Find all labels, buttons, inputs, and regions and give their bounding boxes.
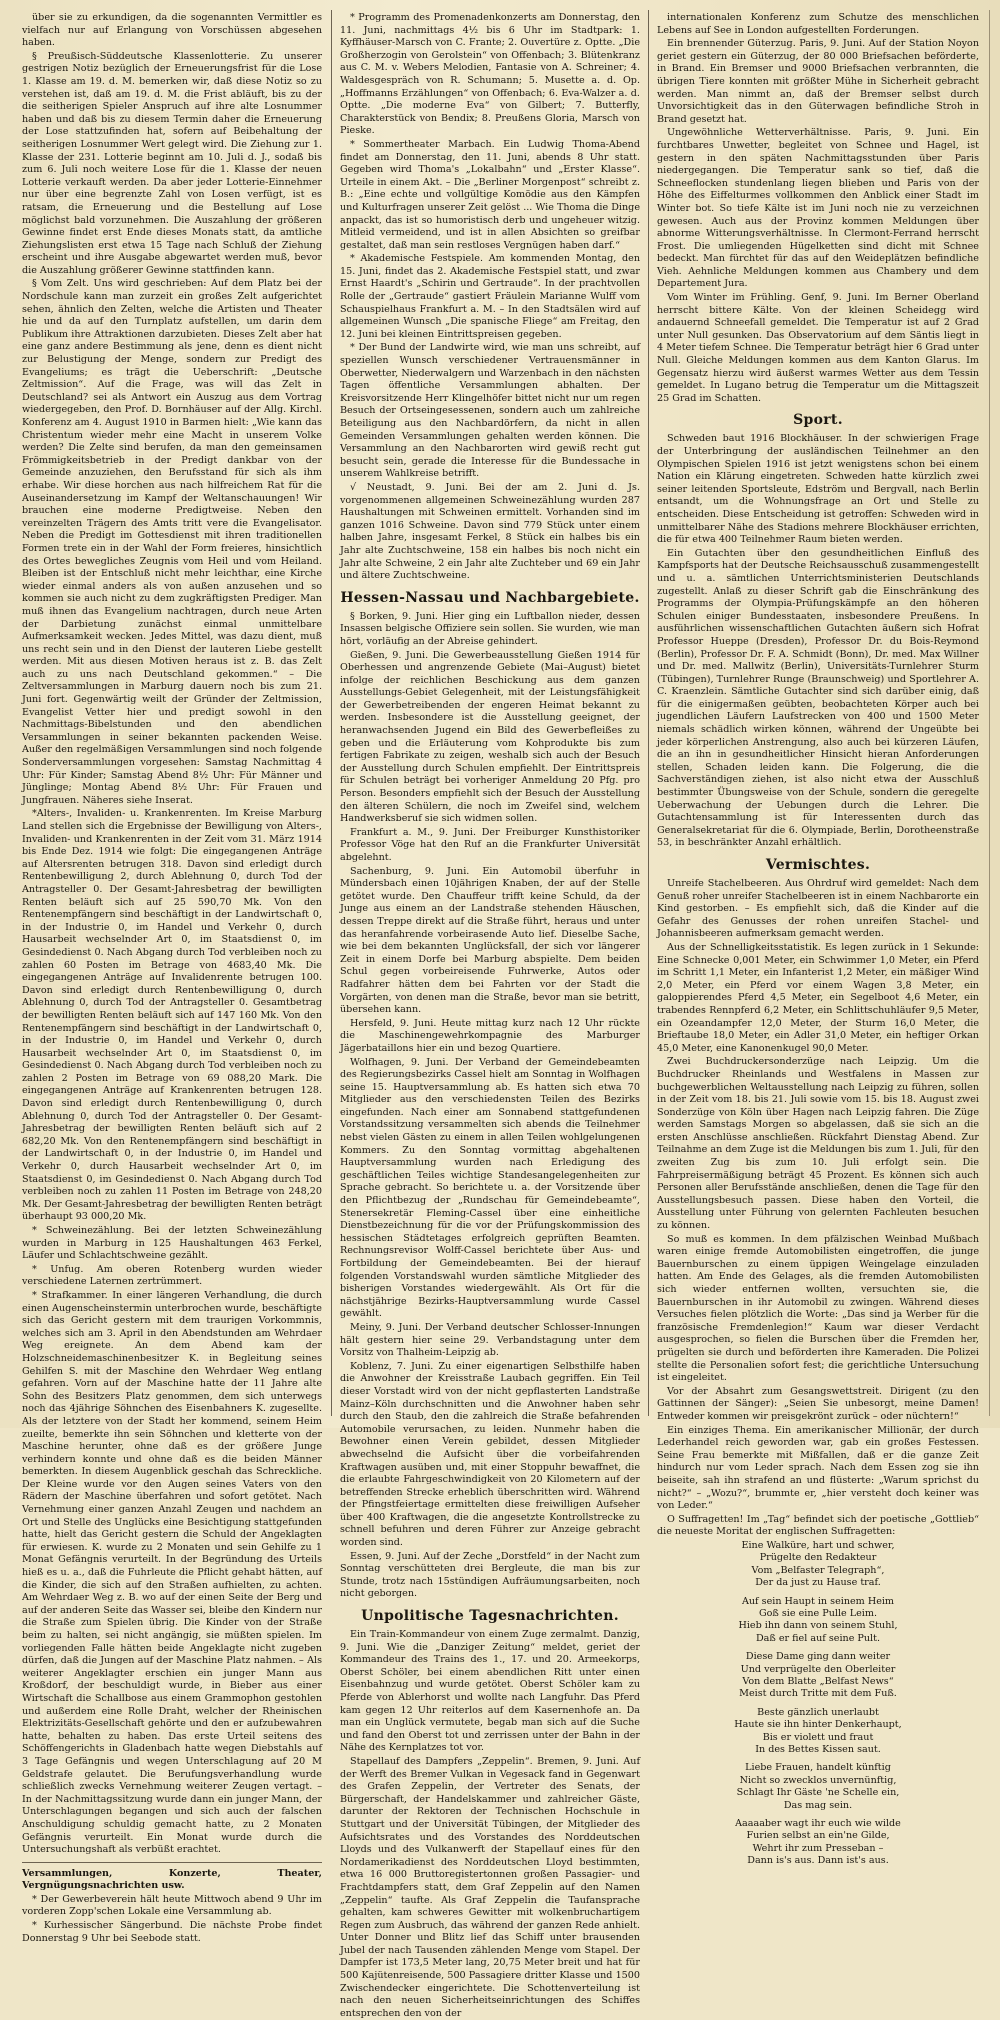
- poem-line: Schlagt Ihr Gäste 'ne Schelle ein,: [736, 1787, 900, 1799]
- article-unfug: * Unfug. Am oberen Rotenberg wurden wieder verschiedene Laternen zertrümmert.: [22, 1263, 322, 1288]
- section-heading-sport: Sport.: [793, 412, 843, 429]
- article-blockhaeuser: Schweden baut 1916 Blockhäuser. In der schwierigen Frage der Unterbringung der ausländischen Teilnehmer an den Olympischen Spielen 1916 ist jetzt wenigstens schon bei einem Nation ein Klärung eingetreten. Schweden hatte kürzlich zwei seiner leitenden Sportsleute, Edström und Bergvall, nach Berlin entsandt, um die Wohnungsfrage an Ort und Stelle zu entscheiden. Diese Entscheidung ist getroffen: Schweden wird in unmittelbarer Nähe des Stadions mehrere Blockhäuser errichten, die für etwa 400 Teilnehmer Raum bieten werden.: [657, 433, 979, 546]
- article-schnelligkeit: Aus der Schnelligkeitsstatistik. Es legen zurück in 1 Sekunde: Eine Schnecke 0,001 Meter, ein Schwimmer 1,0 Meter, ein Pferd im Schritt 1,1 Meter, ein Infanterist 1,2 Meter, ein mäßiger Wind 2,0 Meter, ein Pferd vor einem Wagen 3,8 Meter, ein galoppierendes Pferd 4,5 Meter, ein Segelboot 4,6 Meter, ein trabendes Rennpferd 6,2 Meter, ein Schlittschuhläufer 9,5 Meter, ein Ozeandampfer 12,0 Meter, der Sturm 16,0 Meter, die Brieftaube 18,0 Meter, ein Adler 31,0 Meter, ein heftiger Orkan 45,0 Meter, eine Kanonenkugel 90,0 Meter.: [657, 941, 979, 1054]
- article-koblenz: Koblenz, 7. Juni. Zu einer eigenartigen Selbsthilfe haben die Anwohner der Kreisstraße Laubach gegriffen. Ein Teil dieser Vorstadt wird von der nicht gepflasterten Landstraße Mainz–Köln durchschnitten und die Anwohner haben sehr durch den Staub, den die zahlreich die Straße befahrenden Automobile verursachen, zu leiden. Nunmehr haben die Bewohner einen Verein gebildet, dessen Mitglieder abwechselnd die Aufsicht über die vorbeifahrenden Kraftwagen ausüben und, mit einer Stoppuhr bewaffnet, die die erlaubte Fahrgeschwindigkeit von 20 Kilometern auf der betreffenden Strecke erheblich überschritten wird. Während der Pfingstfeiertage ermittelten diese freiwilligen Aufseher über 400 Kraftwagen, die die angesetzte Kontrollstrecke zu schnell befuhren und deren Führer zur Anzeige gebracht worden sind.: [340, 1360, 640, 1549]
- article-sachenburg: Sachenburg, 9. Juni. Ein Automobil überfuhr in Mündersbach einen 10jährigen Knaben, der auf der Stelle getötet wurde. Den Chauffeur trifft keine Schuld, da der Junge aus einem an der Landstraße stehenden Häuschen, dessen Treppe direkt auf die Straße führt, heraus und unter das heranfahrende vorbeirasende Auto lief. Dieselbe Sache, wie bei dem bekannten Unglücksfall, der sich vor längerer Zeit in einem Dorfe bei Marburg abspielte. Dem beiden Schul gegen vorbeireisende Fuhrwerke, Autos oder Radfahrer hätten dem bei Fahrten vor der Stadt die Vorgärten, von denen man die Straße, bevor man sie betritt, übersehen kann.: [340, 865, 640, 1016]
- article-muss-kommen: So muß es kommen. In dem pfälzischen Weinbad Mußbach waren einige fremde Automobilisten eingetroffen, die junge Bauernburschen zu einem üppigen Weingelage einzuladen hatten. Am Ende des Gelages, als die fremden Automobilisten sich wieder entfernen wollten, versuchten sie, die Bauernburschen in ihr Automobil zu zwingen. Während dieses Versuches fielen plötzlich die Worte: „Das sind ja Werber für die französische Fremdenlegion!“ Kaum war dieser Verdacht ausgesprochen, so fielen die Burschen über die Fremden her, prügelten sie durch und beförderten ihre Kameraden. Die Polizei stellte die Personalien sofort fest; die gerichtliche Untersuchung ist eingeleitet.: [657, 1233, 979, 1384]
- poem-line: Meist durch Tritte mit dem Fuß.: [739, 1688, 897, 1700]
- article-neustadt: √ Neustadt, 9. Juni. Bei der am 2. Juni d. Js. vorgenommenen allgemeinen Schweinezählung wurden 287 Haushaltungen mit Schweinen ermittelt. Vorhanden sind im ganzen 1016 Schweine. Davon sind 779 Stück unter einem halben Jahre, insgesamt Ferkel, 8 Stück ein halbes bis ein Jahr alte Zuchtschweine, 158 ein halbes bis noch nicht ein Jahr alte Schweine, 2 ein Jahr alte Zuchteber und 69 ein Jahr und ältere Zuchtschweine.: [340, 481, 640, 582]
- section-heading-hessen-nassau: Hessen-Nassau und Nachbargebiete.: [340, 589, 640, 606]
- section-heading-versammlungen: Versammlungen, Konzerte, Theater, Vergnügungsnachrichten usw.: [22, 1867, 322, 1892]
- article-frankfurt: Frankfurt a. M., 9. Juni. Der Freiburger Kunsthistoriker Professor Vöge hat den Ruf an die Frankfurter Universität abgelehnt.: [340, 826, 640, 863]
- separator: [22, 1862, 322, 1863]
- article-gutachten: Ein Gutachten über den gesundheitlichen Einfluß des Kampfsports hat der Deutsche Reichsausschuß zusammengestellt und u. a. sämtlichen Unterrichtsministerien Deutschlands zugestellt. Anlaß zu dieser Schrift gab die Einschränkung des Programms der Olympia-Prüfungskämpfe an den höheren Schulen einiger Bundesstaaten, insbesondere Preußens. In ausführlichen wissenschaftlichen Gutachten äußern sich Hofrat Professor Hueppe (Dresden), Professor Dr. du Bois-Reymond (Berlin), Professor Dr. F. A. Schmidt (Bonn), Dr. med. Max Willner und Dr. med. Mallwitz (Berlin), Universitäts-Turnlehrer Sturm (Tübingen), Turnlehrer Runge (Braunschweig) und Sportlehrer A. C. Kraenzlein. Sämtliche Gutachter sind sich darüber einig, daß für die einigermaßen geübten, beobachteten Körper auch bei jugendlichen Läufern Laufstrecken von 400 und 1500 Meter niemals schädlich wirken können, während der Ungeübte bei jeder körperlichen Anstrengung, also auch bei kürzeren Läufen, die an ihn in gesundheitlicher Hinsicht hieran Anforderungen stellen, Schaden leiden kann. Die Folgerung, die die Sachverständigen ziehen, ist also nicht etwa der Ausschluß bestimmter Übungsweise von der Schule, sondern die geregelte Ueberwachung der Uebungen durch die Lehrer. Die Gutachtensammlung ist für Interessenten durch das Generalsekretariat für die 6. Olympiade, Berlin, Dorotheenstraße 53, in beschränkter Anzahl erhältlich.: [657, 547, 979, 849]
- article-gueterzug: Ein brennender Güterzug. Paris, 9. Juni. Auf der Station Noyon geriet gestern ein Güterzug, der 80 000 Briefsachen beförderte, in Brand. Ein Bremser und 9000 Briefsachen verbrannten, die übrigen Tiere konnten mit größter Mühe in Sicherheit gebracht werden. Man nimmt an, daß der Bremser selbst durch Unvorsichtigkeit das in den Güterwagen befindliche Stroh in Brand gesetzt hat.: [657, 38, 979, 125]
- poem-line: Beste gänzlich unerlaubt: [757, 1706, 879, 1718]
- column-right: [657, 12, 979, 1867]
- article-stapellauf: Stapellauf des Dampfers „Zeppelin“. Bremen, 9. Juni. Auf der Werft des Bremer Vulkan in Vegesack fand in Gegenwart des Grafen Zeppelin, der Vertreter des Senats, der Bürgerschaft, der Handelskammer und zahlreicher Gäste, darunter der Rektoren der Technischen Hochschule in Stuttgart und der Universität Tübingen, der Mitglieder des Aufsichtsrates und des Vorstandes des Norddeutschen Lloyds und des Vulkanwerft der Stapellauf eines für den Nordamerikadienst des Norddeutschen Lloyd bestimmten, etwa 16 000 Bruttoregistertonnen großen Passagier- und Frachtdampfers statt, dem Graf Zeppelin auf den Namen „Zeppelin“ taufte. Als Graf Zeppelin die Taufansprache gehalten, kam schweres Gewitter mit wolkenbruchartigem Regen zum Ausbruch, das während der ganzen Rede anhielt. Unter Donner und Blitz lief das Schiff unter brausenden Jubel der nach Tausenden zählenden Menge vom Stapel. Der Dampfer ist 173,5 Meter lang, 20,75 Meter breit und hat für 500 Kajütenreisende, 500 Passagiere dritter Klasse und 1500 Zwischendecker eingerichtete. Die Schottenverteilung ist nach den neuen Sicherheitseinrichtungen des Schiffes entsprechen den von der: [340, 1755, 640, 2019]
- poem-line: Liebe Frauen, handelt künftig: [745, 1762, 891, 1774]
- article-giessen: Gießen, 9. Juni. Die Gewerbeausstellung Gießen 1914 für Oberhessen und angrenzende Gebiete (Mai–August) bietet infolge der reichlichen Beschickung aus dem ganzen Ausstellungs-Gebiet Gelegenheit, mit der Leistungsfähigkeit der Gewerbetreibenden der engeren Heimat bekannt zu werden. Insbesondere ist die Ausstellung geeignet, der heranwachsenden Jugend ein Bild des Gewerbefleißes zu geben und die Erläuterung vom Kohprodukte bis zum fertigen Fabrikate zu zeigen, weshalb sich auch der Besuch der Ausstellung durch Schulen empfiehlt. Der Eintrittspreis für Schulen beträgt bei vorheriger Anmeldung 20 Pfg. pro Person. Besonders empfiehlt sich der Besuch der Ausstellung den älteren Schülern, die noch im Zweifel sind, welchem Handwerksberuf sie sich widmen sollen.: [340, 649, 640, 825]
- article-winter-fruehling: Vom Winter im Frühling. Genf, 9. Juni. Im Berner Oberland herrscht bittere Kälte. Von der kleinen Scheidegg wird andauernd Schneefall gemeldet. Die Temperatur ist auf 2 Grad unter Null gesunken. Das Observatorium auf dem Säntis liegt in 4 Meter tiefem Schnee. Die Temperatur beträgt hier 6 Grad unter Null. Gleiche Meldungen kommen aus dem Kanton Glarus. Im Gegensatz hierzu wird äußerst warmes Wetter aus dem Tessin gemeldet. In Lugano betrug die Temperatur um die Mittagszeit 25 Grad im Schatten.: [657, 292, 979, 404]
- article-lottery: § Preußisch-Süddeutsche Klassenlotterie. Zu unserer gestrigen Notiz bezüglich der Erneuerungsfrist für die Lose 1. Klasse am 19. d. M. bemerken wir, daß diese Notiz so zu verstehen ist, daß am 19. d. M. die Frist abläuft, bis zu der die seitherigen Spieler Anspruch auf ihre alte Losnummer haben und daß bis zu diesem Termin daher die Erneuerung der Lose stattzufinden hat, sofern auf Beibehaltung der seitherigen Losnummer Wert gelegt wird. Die Ziehung zur 1. Klasse der 231. Lotterie beginnt am 10. Juli d. J., sodaß bis zum 6. Juli noch weitere Lose für die 1. Klasse der neuen Lotterie verkauft werden. Da aber jeder Lotterie-Einnehmer nur über eine begrenzte Zahl von Losen verfügt, ist es ratsam, die Erneuerung und die Bestellung auf Lose möglichst bald vorzunehmen. Die Auszahlung der größeren Gewinne findet erst Ende dieses Monats statt, da amtliche Ziehungslisten erst etwa 15 Tage nach Schluß der Ziehung erscheint und ihre Ausgabe abgewartet werden muß, bevor die Auszahlung größerer Gewinne stattfinden kann.: [22, 50, 322, 276]
- article-borken: § Borken, 9. Juni. Hier ging ein Luftballon nieder, dessen Insassen belgische Offiziere sein sollen. Sie wurden, wie man hört, vorläufig an der Abreise gehindert.: [340, 610, 640, 647]
- column-divider: [331, 10, 332, 1416]
- poem: [657, 1540, 979, 1868]
- article-stachelbeeren: Unreife Stachelbeeren. Aus Ohrdruf wird gemeldet: Nach dem Genuß roher unreifer Stachelbeeren ist in einem Nachbarorte ein Kind gestorben. – Es empfiehlt sich, daß die Kinder auf die Gefahr des Genusses der rohen unreifen Stachel- und Johannisbeeren aufmerksam gemacht werden.: [657, 878, 979, 940]
- article-wolfhagen: Wolfhagen, 9. Juni. Der Verband der Gemeindebeamten des Regierungsbezirks Cassel hielt am Sonntag in Wolfhagen seine 15. Hauptversammlung ab. Es hatten sich etwa 70 Mitglieder aus den verschiedensten Teilen des Bezirks eingefunden. Nach einer am Sonnabend stattgefundenen Vorstandssitzung versammelten sich abends die Teilnehmer nebst vielen Gästen zu einem in allen Teilen wohlgelungenen Kommers. Zu den Sonntag vormittag abgehaltenen Hauptversammlung wurden nach Erledigung des geschäftlichen Teiles wichtige Standesangelegenheiten zur Sprache gebracht. So berichtete u. a. der Vorsitzende über den Pflichtbezug der „Rundschau für Gemeindebeamte“, Stenersekretär Fleming-Cassel über eine einheitliche Dienstbezeichnung für die vor der Prüfungskommission des hessischen Städtetages erfolgreich geprüften Beamten. Rechnungsrevisor Wolff-Cassel berichtete über Aus- und Fortbildung der Gemeindebeamten. Bei der hierauf folgenden Vorstandswahl wurden sämtliche Mitglieder des bisherigen Vorstandes wiedergewählt. Als Ort für die nächstjährige Bezirks-Hauptversammlung wurde Cassel gewählt.: [340, 1056, 640, 1320]
- article-buchdrucker: Zwei Buchdruckersonderzüge nach Leipzig. Um die Buchdrucker Rheinlands und Westfalens in Massen zur buchgewerblichen Weltausstellung nach Leipzig zu führen, sollen in der Zeit vom 18. bis 21. Juli sowie vom 15. bis 18. August zwei Sonderzüge von Köln über Hagen nach Leipzig fahren. Die Züge werden Samstags Morgen so abgelassen, daß sie sich an die ersten Anschlüsse anschließen. Rückfahrt Dienstag Abend. Zur Teilnahme an dem Zuge ist die Meldungen bis zum 1. Juli, für den zweiten Zug bis zum 10. Juli erfolgt sein. Die Fahrpreisermäßigung beträgt 45 Prozent. Es können sich auch Personen aller Berufsstände anschließen, denen die Tage für den Ausstellungsbesuch passen. Diese haben den Vorteil, die Ausstellung unter Führung von gelernten Fachleuten besuchen zu können.: [657, 1056, 979, 1232]
- poem-line: Das mag sein.: [783, 1799, 853, 1811]
- article-festspiele: * Akademische Festspiele. Am kommenden Montag, den 15. Juni, findet das 2. Akademische Festspiel statt, und zwar Ernst Haardt's „Schirin und Gertraude“. In der prachtvollen Rolle der „Gertraude“ gastiert Fräulein Marianne Wulff vom Schauspielhaus Frankfurt a. M. – In den Stadtsälen wird auf allgemeinen Wunsch „Die spanische Fliege“ am Freitag, den 12. Juni bei kleinen Eintrittspreisen gegeben.: [340, 253, 640, 340]
- poem-line: Bis er violett und fraut: [762, 1731, 874, 1743]
- poem-line: Daß er fiel auf seine Pult.: [755, 1632, 881, 1644]
- poem-line: Eine Walküre, hart und schwer,: [741, 1539, 895, 1551]
- poem-line: Goß sie eine Pulle Leim.: [758, 1607, 878, 1619]
- article-hersfeld: Hersfeld, 9. Juni. Heute mittag kurz nach 12 Uhr rückte die Maschinengewehrkompagnie des Marburger Jägerbataillons hier ein und bezog Quartiere.: [340, 1017, 640, 1054]
- poem-line: Aaaaaber wagt ihr euch wie wilde: [735, 1818, 901, 1829]
- notice-gewerbeverein: * Der Gewerbeverein hält heute Mittwoch abend 9 Uhr im vorderen Zopp'schen Lokale eine Versammlung ab.: [22, 1893, 322, 1918]
- poem-line: Furien selbst an ein'ne Gilde,: [746, 1830, 890, 1842]
- poem-line: Und verprügelte den Oberleiter: [740, 1663, 896, 1675]
- article-wetter: Ungewöhnliche Wetterverhältnisse. Paris, 9. Juni. Ein furchtbares Unwetter, begleitet von Schnee und Hagel, ist gestern in den späten Nachmittagsstunden über Paris niedergegangen. Die Temperatur sank so tief, daß die Schneeflocken stundenlang liegen blieben und Paris von der Höhe des Eiffelturmes vollkommen den Anblick einer Stadt im Winter bot. So tiefe Kälte ist im Juni noch nie zu verzeichnen gewesen. Auch aus der Provinz kommen Meldungen über abnorme Witterungsverhältnisse. In Clermont-Ferrand herrscht Frost. Die umliegenden Hügelketten sind dicht mit Schnee bedeckt. Man fürchtet für das auf den Weideplätzen befindliche Vieh. Aehnliche Meldungen kommen aus Chambery und dem Departement Jura.: [657, 127, 979, 290]
- notice-saengerbund: * Kurhessischer Sängerbund. Die nächste Probe findet Donnerstag 9 Uhr bei Seebode statt.: [22, 1920, 322, 1944]
- section-heading-unpolitische: Unpolitische Tagesnachrichten.: [361, 1608, 619, 1625]
- poem-line: Vom „Belfaster Telegraph“,: [751, 1564, 885, 1576]
- poem-line: Auf sein Haupt in seinem Heim: [741, 1595, 895, 1607]
- column-middle: [340, 12, 640, 2019]
- section-heading-vermischtes: Vermischtes.: [765, 857, 871, 873]
- article-zeltmission: § Vom Zelt. Uns wird geschrieben: Auf dem Platz bei der Nordschule kann man zurzeit ein großes Zelt aufgerichtet sehen, ähnlich den Zelten, welche die Artisten und Theater hie und da auf den Turnplatz aufstellen, um darin dem Publikum ihre Attraktionen darzubieten. Dieses Zelt aber hat eine ganz andere Bestimmung als jene, denn es dient nicht zur Belustigung der Menge, sondern zur Predigt des Evangeliums; es trägt die Ueberschrift: „Deutsche Zeltmission“. Auf die Frage, was will das Zelt in Deutschland? sei als Antwort ein Auszug aus dem Vortrag wiedergegeben, den Prof. D. Bornhäuser auf der Allg. Kirchl. Konferenz am 4. August 1910 in Barmen hielt: „Wie kann das Christentum wieder mehr eine Macht in unserem Volke werden? Die Zelte sind berufen, da man den gemeinsamen Frömmigkeitsbetrieb in der Predigt dankbar von der Gemeinde anzuziehen, den Berufsstand für sich als ihm erhabe. Wir diese horchen aus nach hilfreichem Rat für die Auseinandersetzung im Kampf der Weltanschauungen! Wir brauchen eine moderne Predigtweise. Neben den vereinzelten Trägern des Amts tritt vere die Evangelisator. Neben die Predigt im Gottesdienst mit ihren traditionellen Formen trete ein in der Wahl der Form freieres, hinsichtlich des Ortes bewegliches Zeugnis vom Heil und vom Heiland. Bleiben ist der Entschluß nicht mehr leichthar, eine Kirche wieder einmal anders als von außen anzusehen und so kommen sie auch nicht zu dem zugkräftigsten Prediger. Man muß ihnen das Evangelium nachtragen, durch neue Arten der Darbietung zunächst einmal unmittelbare Aufmerksamkeit wecken. Jedes Mittel, was dazu dient, muß uns recht sein und in den Dienst der lauteren Liebe gestellt werden. Mit aus diesen Motiven heraus ist z. B. das Zelt auch zu uns nach Deutschland gekommen.“ – Die Zeltversammlungen in Marburg dauern noch bis zum 21. Juni fort. Gegenwärtig weilt der Gründer der Zeltmission, Evangelist Vetter hier und predigt sowohl in den Nachmittags-Bibelstunden und den abendlichen Versammlungen in seiner bekannten packenden Weise. Außer den regelmäßigen Versammlungen sind noch folgende Sonderversammlungen vorgesehen: Samstag Nachmittag 4 Uhr: Für Kinder; Samstag Abend 8½ Uhr: Für Männer und Jünglinge; Montag Abend 8½ Uhr: Für Frauen und Jungfrauen. Näheres siehe Inserat.: [22, 278, 322, 806]
- article-meiny: Meiny, 9. Juni. Der Verband deutscher Schlosser-Innungen hält gestern hier seine 29. Verbandstagung unter dem Vorsitz von Thalheim-Leipzig ab.: [340, 1321, 640, 1359]
- poem-line: Von dem Blatte „Belfast News“: [742, 1675, 894, 1687]
- article-strafkammer: * Strafkammer. In einer längeren Verhandlung, die durch einen Augenscheinstermin unterbrochen wurde, beschäftigte sich das Gericht gestern mit dem traurigen Vorkommnis, welches sich am 3. April in den Abendstunden am Wehrdaer Weg ereignete. An dem Abend kam der Holzschneidemaschinenbesitzer K. in Begleitung seines Gehilfen S. mit der Maschine den Wehrdaer Weg entlang gefahren. Vorn auf der Maschine hatte der 11 Jahre alte Sohn des Besitzers Platz genommen, dem sich unterwegs noch das 4jährige Söhnchen des Eisenbahners K. zugesellte. Als der letztere von der Stadt her kommend, seinem Heim zueilte, bemerkte ihn sein Söhnchen und kletterte von der Maschine herunter, ohne daß es der größere Junge verhindern konnte und ohne daß es die beiden Männer bemerkten. In diesem Augenblick geschah das Schreckliche. Der Kleine wurde vor den Augen seines Vaters von den Rädern der Maschine überfahren und sofort getötet. Nach Vernehmung einer ganzen Anzahl Zeugen und nachdem an Ort und Stelle des Unglücks eine Besichtigung stattgefunden hatte, hielt das Gericht gestern die Schuld der Angeklagten für erwiesen. K. wurde zu 2 Monaten und sein Gehilfe zu 1 Monat Gefängnis verurteilt. In der Begründung des Urteils hieß es u. a., daß die Fuhrleute die Pflicht gehabt hätten, auf die Kinder, die sich auf den Straßen aufhielten, zu achten. Am Wehrdaer Weg z. B. wo auf der einen Seite der Berg und auf der anderen Seite das Wasser sei, bleibe den Kindern nur die Straße zum Spielen übrig. Die Kinder von der Straße beim zu halten, sei nicht angängig, sie müßten spielen. Im vorliegenden Falle hätten beide Angeklagte nicht zugeben dürfen, daß die Jungen auf der Maschine Platz nahmen. – Als weiterer Angeklagter erschien ein junger Mann aus Kroßdorf, der beschuldigt wurde, in Bieber aus einer Wirtschaft die Schallbose aus einem Grammophon gestohlen und außerdem eine Rolle Draht, welcher der Rheinischen Elektrizitäts-Gesellschaft gehörte und den er aufzubewahren hatte, behalten zu haben. Das erste Urteil seitens des Schöffengerichts in Gladenbach hatte wegen Diebstahls auf 3 Tage Gefängnis und wegen Unterschlagung auf 20 M Geldstrafe gelautet. Die Berufungsverhandlung wurde schließlich zwecks Vernehmung weiterer Zeugen vertagt. – In der Nachmittagssitzung wurde dann ein junger Mann, der Unterschlagungen begangen und sich auch der falschen Anschuldigung schuldig gemacht hatte, zu 2 Monaten Gefängnis verurteilt. Ein Monat wurde durch die Untersuchungshaft als verbüßt erachtet.: [22, 1289, 322, 1856]
- article-einziges-thema: Ein einziges Thema. Ein amerikanischer Millionär, der durch Lederhandel reich geworden war, gab ein großes Festessen. Seine Frau bemerkte mit Mißfallen, daß er die ganze Zeit hindurch nur vom Leder sprach. Nach dem Essen zog sie ihn beiseite, sah ihn strafend an und flüsterte: „Warum sprichst du nicht?“ – „Wozu?“, brummte er, „hier versteht doch keiner was von Leder.“: [657, 1424, 979, 1512]
- article-suffragetten: O Suffragetten! Im „Tag“ befindet sich der poetische „Gottlieb“ die neueste Moritat der englischen Suffragetten:: [657, 1513, 979, 1538]
- poem-line: Nicht so zwecklos unvernünftig,: [739, 1774, 897, 1786]
- poem-line: Diese Dame ging dann weiter: [745, 1651, 891, 1663]
- column-left: [22, 12, 322, 1944]
- poem-line: Haute sie ihn hinter Denkerhaupt,: [734, 1719, 902, 1731]
- article-promenadenkonzert: * Programm des Promenadenkonzerts am Donnerstag, den 11. Juni, nachmittags 4½ bis 6 Uhr im Stadtpark: 1. Kyffhäuser-Marsch von C. Frante; 2. Ouvertüre z. Optte. „Die Großherzogin von Gerolstein“ von Offenbach; 3. Blütenkranz aus C. M. v. Webers Melodien, Fantasie von A. Schreiner; 4. Waldesgespräch von R. Schumann; 5. Musette a. d. Op. „Hoffmanns Erzählungen“ von Offenbach; 6. Eva-Walzer a. d. Optte. „Die moderne Eva“ von Gilbert; 7. Butterfly, Charakterstück von Bendix; 8. Preußens Gloria, Marsch von Pieske.: [340, 12, 640, 137]
- page-edge-line: [989, 10, 990, 1416]
- article-schweinezaehlung: * Schweinezählung. Bei der letzten Schweinezählung wurden in Marburg in 125 Haushaltungen 463 Ferkel, Läufer und Schlachtschweine gezählt.: [22, 1225, 322, 1262]
- column-divider: [648, 10, 649, 1416]
- article-bund-landwirte: * Der Bund der Landwirte wird, wie man uns schreibt, auf speziellen Wunsch verschiedener Vertrauensmänner in Oberwetter, Niederwalgern und Warzenbach in den nächsten Tagen öffentliche Versammlungen abhalten. Der Kreisvorsitzende Herr Klingelhöfer bittet nicht nur um regen Besuch der Ortseingesessenen, sondern auch um zahlreiche Beteiligung aus den Nachbardörfern, da nicht in allen Gemeinden Versammlungen gehalten werden können. Die Versammlung an den Nachbarorten wird gewiß recht gut besucht sein, gerade die Interesse für die Bundessache in unserem Wahlkreise betrifft.: [340, 342, 640, 480]
- poem-line: Wehrt ihr zum Presseban –: [752, 1842, 884, 1854]
- article-gesangswettstreit: Vor der Absahrt zum Gesangswettstreit. Dirigent (zu den Gattinnen der Sänger): „Seien Sie unbesorgt, meine Damen! Entweder kommen wir preisgekrönt zurück – oder nüchtern!“: [657, 1385, 979, 1422]
- poem-line: Prügelte den Redakteur: [759, 1552, 877, 1564]
- poem-line: In des Bettes Kissen saut.: [755, 1743, 881, 1755]
- article-train-kommandeur: Ein Train-Kommandeur von einem Zuge zermalmt. Danzig, 9. Juni. Wie die „Danziger Zeitung“ meldet, geriet der Kommandeur des Trains des 1., 17. und 20. Armeekorps, Oberst Schöler, bei einem abendlichen Ritt unter einen Eisenbahnzug und wurde getötet. Oberst Schöler kam zu Pferde von Ablerhorst und wollte nach Langfuhr. Das Pferd kam gegen 12 Uhr reiterlos auf dem Kasernenhofe an. Da man ein Unglück vermutete, begab man sich auf die Suche und fand den Oberst tot und zerrissen unter der Bahn in der Nähe des Kernplatzes tot vor.: [340, 1629, 640, 1754]
- poem-line: Dann is's aus. Dann ist's aus.: [747, 1855, 889, 1867]
- article-sommertheater: * Sommertheater Marbach. Ein Ludwig Thoma-Abend findet am Donnerstag, den 11. Juni, abends 8 Uhr statt. Gegeben wird Thoma's „Lokalbahn“ und „Erster Klasse“. Urteile in einem Akt. – Die „Berliner Morgenpost“ schreibt z. B.: „Eine echte und vollgültige Komödie aus den Kämpfen und Kulturfragen unserer Zeit gelöst ... Wie Thoma die Dinge anpackt, das ist so humoristisch derb und ungeheuer witzig. Mitleid vermeidend, und ist in allen Absichten so greifbar gestaltet, daß man sein restloses Vergnügen haben darf.“: [340, 138, 640, 251]
- poem-line: Hieb ihn dann von seinem Stuhl,: [738, 1620, 898, 1632]
- article-essen: Essen, 9. Juni. Auf der Zeche „Dorstfeld“ in der Nacht zum Sonntag verschütteten drei Bergleute, die man bis zur Stunde, trotz nach 15stündigen Aufräumungsarbeiten, noch nicht geborgen.: [340, 1550, 640, 1600]
- poem-line: Der da just zu Hause traf.: [755, 1577, 881, 1589]
- article-paragraph: über sie zu erkundigen, da die sogenannten Vermittler es vielfach nur auf Erlangung von Vorschüssen abgesehen haben.: [22, 12, 322, 49]
- article-konferenz: internationalen Konferenz zum Schutze des menschlichen Lebens auf See in London aufgestellten Forderungen.: [657, 12, 979, 36]
- article-renten: *Alters-, Invaliden- u. Krankenrenten. Im Kreise Marburg Land stellen sich die Ergebnisse der Bewilligung von Alters-, Invaliden- und Krankenrenten in der Zeit vom 31. März 1914 bis Ende Dez. 1914 wie folgt: Die eingegangenen Anträge auf Altersrenten betrugen 318. Davon sind erledigt durch Rentenbewilligung 2, durch Ablehnung 0, durch Tod der Antragsteller 0. Der Gesamt-Jahresbetrag der bewilligten Renten beläuft sich auf 25 590,70 Mk. Von den Rentenempfängern sind beschäftigt in der Landwirtschaft 0, in der Industrie 0, im Handel und Verkehr 0, durch Hausarbeit wechselnder Art 0, im Staatsdienst 0, im Gesindedienst 0. Nach Abgang durch Tod verbleiben noch zu zahlen 60 Posten im Betrage von 4683,40 Mk. Die eingegangenen Anträge auf Invalidenrente betrugen 100. Davon sind erledigt durch Rentenbewilligung 0, durch Ablehnung 0, durch Tod der Antragsteller 0. Gesamtbetrag der bewilligten Renten beläuft sich auf 147 160 Mk. Von den Rentenempfängern sind beschäftigt in der Landwirtschaft 0, in der Industrie 0, im Handel und Verkehr 0, durch Hausarbeit wechselnder Art 0, im Staatsdienst 0, im Gesindedienst 0. Nach Abgang durch Tod verbleiben noch zu zahlen 2 Posten im Betrage von 69 088,20 Mark. Die eingegangenen Anträge auf Krankenrenten betrugen 128. Davon sind erledigt durch Rentenbewilligung 0, durch Ablehnung 0, durch Tod der Antragsteller 0. Der Gesamt-Jahresbetrag der bewilligten Renten beläuft sich auf 2 682,20 Mk. Von den Rentenempfängern sind beschäftigt in der Landwirtschaft 0, in der Industrie 0, im Handel und Verkehr 0, durch Hausarbeit wechselnder Art 0, im Staatsdienst 0, im Gesindedienst 0. Nach Abgang durch Tod verbleiben noch zu zahlen 11 Posten im Betrage von 248,20 Mk. Der Gesamt-Jahresbetrag der bewilligten Renten beträgt überhaupt 93 000,20 Mk.: [22, 808, 322, 1223]
